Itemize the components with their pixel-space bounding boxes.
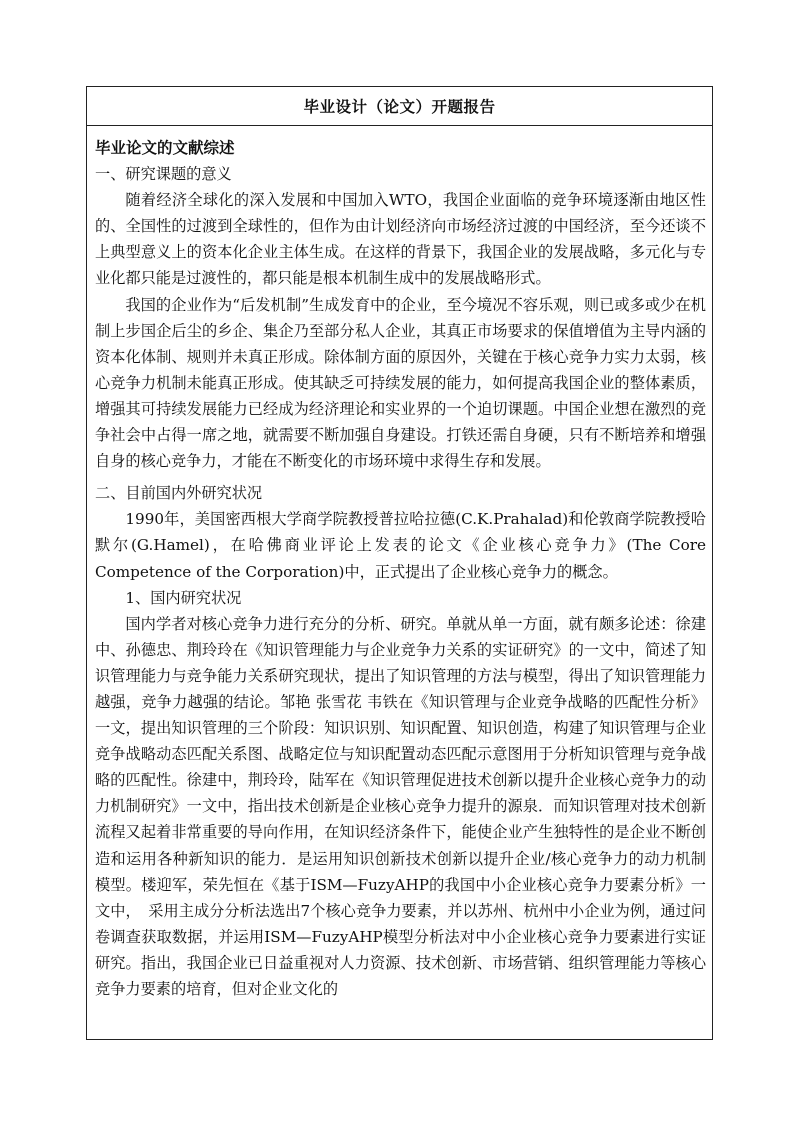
part2-body-paragraph: 国内学者对核心竞争力进行充分的分析、研究。单就从单一方面，就有颇多论述：徐建中、孙德忠、荆玲玲在《知识管理能力与企业竞争力关系的实证研究》的一文中，简述了知识管理能力与竞争能力关系研究现状，提出了知识管理的方法与模型，得出了知识管理能力越强，竞争力越强的结论。邹艳 张雪花 韦铁在《知识管理与企业竞争战略的匹配性分析》一文，提出知识管理的三个阶段：知识识别、知识配置、知识创造，构建了知识管理与企业竞争战略动态匹配关系图、战略定位与知识配置动态匹配示意图用于分析知识管理与竞争战略的匹配性。徐建中，荆玲玲，陆军在《知识管理促进技术创新以提升企业核心竞争力的动力机制研究》一文中，指出技术创新是企业核心竞争力提升的源泉．而知识管理对技术创新流程又起着非常重要的导向作用，在知识经济条件下，能使企业产生独特性的是企业不断创造和运用各种新知识的能力．是运用知识创新技术创新以提升企业/核心竞争力的动力机制模型。楼迎军，荣先恒在《基于ISM—FuzyAHP的我国中小企业核心竞争力要素分析》一文中， 采用主成分分析法选出7个核心竞争力要素，并以苏州、杭州中小企业为例，通过问卷调查获取数据，并运用ISM—FuzyAHP模型分析法对中小企业核心竞争力要素进行实证研究。指出，我国企业已日益重视对人力资源、技术创新、市场营销、组织管理能力等核心竞争力要素的培育，但对企业文化的 — [95, 614, 706, 998]
report-title: 毕业设计（论文）开题报告 — [303, 97, 496, 116]
section-heading: 毕业论文的文献综述 — [95, 138, 235, 157]
part1-heading: 一、研究课题的意义 — [95, 165, 232, 184]
title-divider — [87, 125, 712, 126]
part1-paragraph-1: 随着经济全球化的深入发展和中国加入WTO，我国企业面临的竞争环境逐渐由地区性的、全国性的过渡到全球性的，但作为由计划经济向市场经济过渡的中国经济，至今还谈不上典型意义上的资本化企业主体生成。在这样的背景下，我国企业的发展战略，多元化与专业化都只能是过渡性的，都只能是根本机制生成中的发展战略形式。 — [95, 191, 706, 288]
part2-sub-heading: 1、国内研究状况 — [125, 588, 242, 607]
part2-heading: 二、目前国内外研究状况 — [95, 484, 263, 503]
report-body — [95, 135, 706, 1002]
part1-paragraph-2: 我国的企业作为“后发机制”生成发育中的企业，至今境况不容乐观，则已或多或少在机制上步国企后尘的乡企、集企乃至部分私人企业，其真正市场要求的保值增值为主导内涵的资本化体制、规则并未真正形成。除体制方面的原因外，关键在于核心竞争力实力太弱，核心竞争力机制未能真正形成。使其缺乏可持续发展的能力，如何提高我国企业的整体素质，增强其可持续发展能力已经成为经济理论和实业界的一个迫切课题。中国企业想在激烈的竞争社会中占得一席之地，就需要不断加强自身建设。打铁还需自身硬，只有不断培养和增强自身的核心竞争力，才能在不断变化的市场环境中求得生存和发展。 — [95, 295, 706, 471]
report-frame — [86, 86, 713, 1040]
part2-intro-paragraph: 1990年，美国密西根大学商学院教授普拉哈拉德(C.K.Prahalad)和伦敦商学院教授哈默尔(G.Hamel)，在哈佛商业评论上发表的论文《企业核心竞争力》(The Core Competence of the Corporation)中，正式提出了企业核心竞争力的概念。 — [95, 510, 706, 581]
